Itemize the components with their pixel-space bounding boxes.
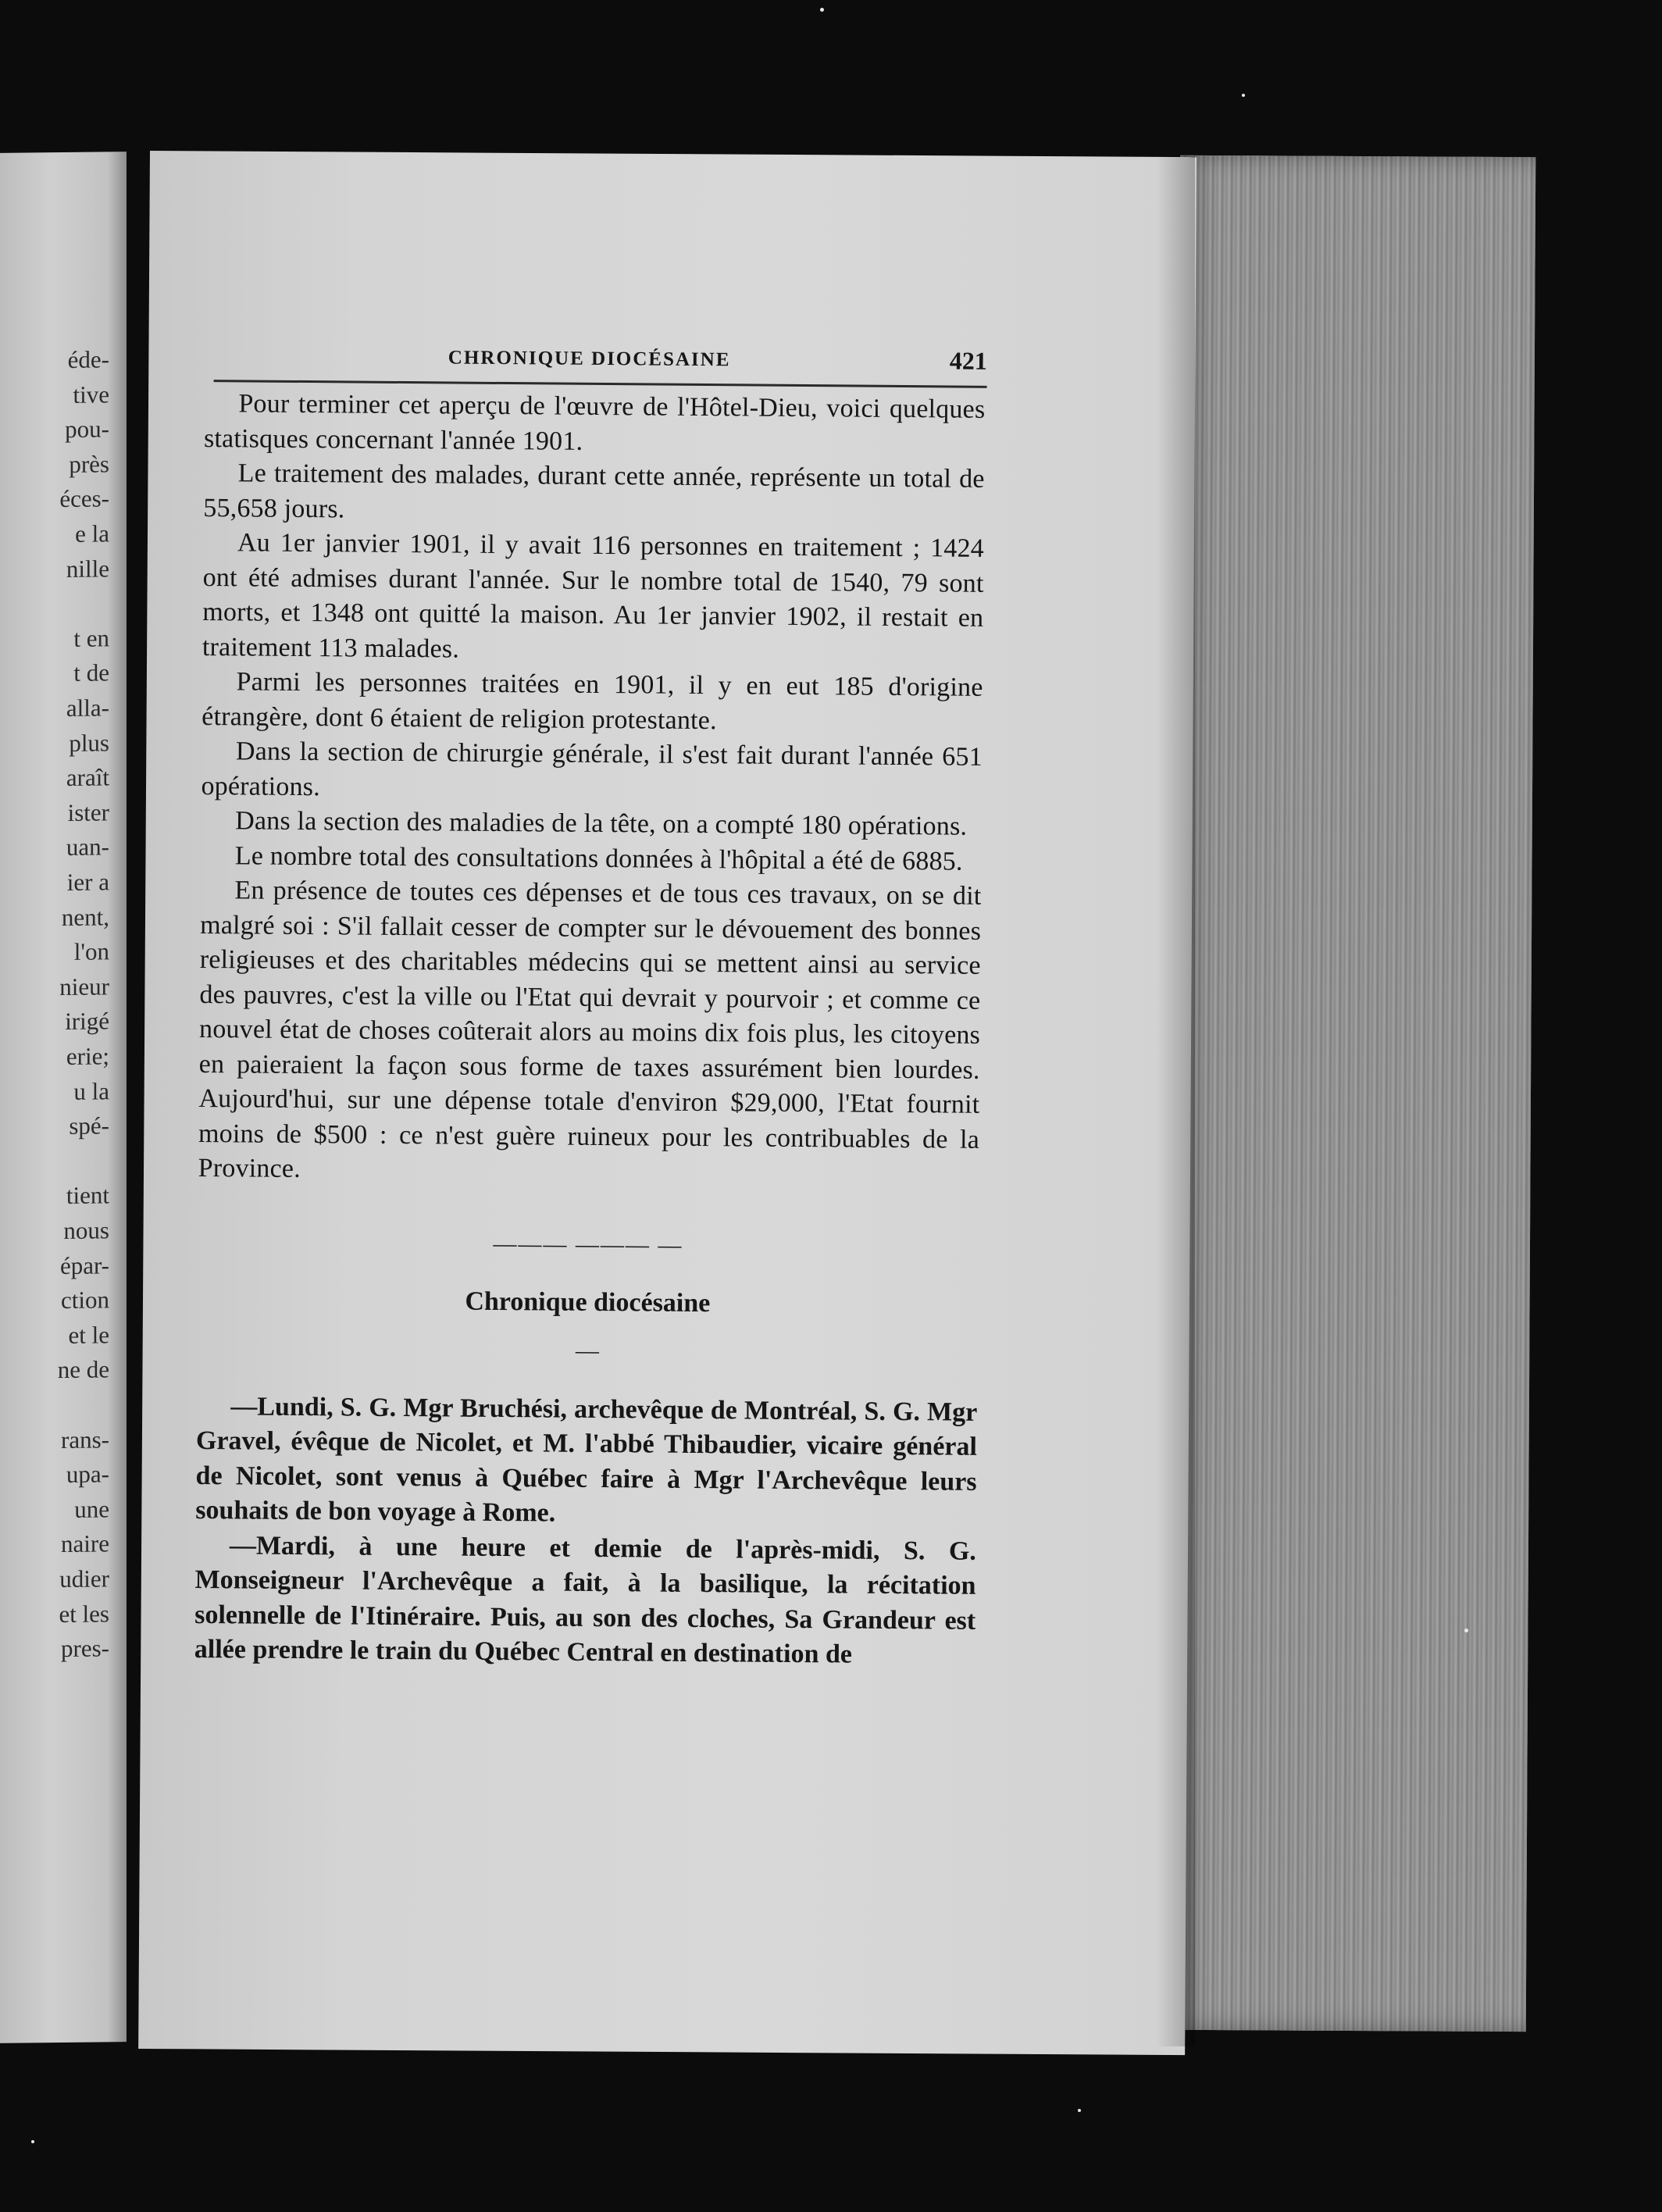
left-page-fragment: upa-	[66, 1460, 109, 1489]
left-page-fragment: près	[69, 450, 109, 478]
section-ornament: ——— ——— —	[493, 1230, 683, 1258]
left-page-fragment: araît	[66, 763, 109, 792]
left-page-fragment: plus	[69, 728, 109, 757]
chronique-text	[194, 1389, 978, 1673]
running-head-title: CHRONIQUE DIOCÉSAINE	[448, 347, 731, 371]
left-page-fragment: tient	[66, 1181, 109, 1210]
page-block-edges	[1171, 155, 1536, 2032]
left-page-fragment: éces-	[59, 484, 109, 513]
left-page-fragment: udier	[59, 1564, 109, 1593]
left-page-fragment: uan-	[66, 833, 109, 862]
left-page-fragment: épar-	[59, 1250, 109, 1279]
left-page-fragment: naire	[61, 1529, 109, 1558]
page-content	[194, 344, 986, 1673]
left-page-fragment: et les	[59, 1599, 109, 1628]
paragraph: Parmi les personnes traitées en 1901, il y en eut 185 d'origine étrangère, dont 6 étaient de religion protestante.	[202, 667, 983, 735]
chronique-paragraph: —Mardi, à une heure et demie de l'après-midi, S. G. Monseigneur l'Archevêque a fait, à la basilique, la récitation solennelle de l'Itinéraire. Puis, au son des cloches, Sa Grandeur est allée prendre le train du Québec Central en destination de	[194, 1530, 977, 1669]
left-page-fragment: éde-	[67, 345, 109, 373]
left-page-fragment: ier a	[66, 868, 109, 896]
left-facing-page	[0, 152, 127, 2043]
left-page-fragment: rans-	[61, 1425, 109, 1454]
page-number: 421	[949, 346, 988, 375]
left-page-fragment: tive	[73, 380, 109, 409]
left-page-fragment: alla-	[66, 694, 109, 722]
paragraph: Dans la section des maladies de la tête, on a compté 180 opérations.	[235, 806, 968, 841]
paragraph: Le nombre total des consultations données à l'hôpital a été de 6885.	[234, 840, 963, 876]
paragraph: Le traitement des malades, durant cette année, représente un total de 55,658 jours.	[203, 458, 985, 523]
section-title: Chronique diocésaine	[465, 1286, 711, 1318]
left-page-fragment: t en	[73, 624, 109, 652]
paragraph: Dans la section de chirurgie générale, il s'est fait durant l'année 651 opérations.	[201, 737, 983, 801]
paragraph: Pour terminer cet aperçu de l'œuvre de l'Hôtel-Dieu, voici quelques statisques concernant l'année 1901.	[203, 389, 986, 456]
left-page-fragment: et le	[68, 1321, 109, 1349]
left-page-fragment: ister	[67, 798, 109, 826]
paragraph: Au 1er janvier 1901, il y avait 116 personnes en traitement ; 1424 ont été admises durant l'année. Sur le nombre total de 1540, 79 sont morts, et 1348 ont quitté la maison. Au 1er janvier 1902, il restait en traitement 113 malades.	[202, 528, 985, 664]
left-page-fragment: une	[74, 1495, 109, 1523]
left-page-fragment: nous	[63, 1216, 109, 1244]
left-page-fragment: t de	[73, 658, 109, 687]
left-page-fragment: irigé	[65, 1007, 109, 1036]
section-separator: —	[575, 1337, 600, 1364]
left-page-fragment: nille	[66, 554, 109, 583]
left-page-fragment: e la	[75, 519, 109, 548]
chronique-paragraph: —Lundi, S. G. Mgr Bruchési, archevêque de Montréal, S. G. Mgr Gravel, évêque de Nicolet, et M. l'abbé Thibaudier, vicaire général de Nicolet, sont venus à Québec faire à Mgr l'Archevêque leurs souhaits de bon voyage à Rome.	[195, 1391, 978, 1528]
left-page-fragment: nieur	[59, 972, 109, 1001]
body-text	[198, 387, 986, 1192]
left-page-fragment: erie;	[66, 1042, 109, 1070]
paragraph: En présence de toutes ces dépenses et de tous ces travaux, on se dit malgré soi : S'il fallait cesser de compter sur le dévouement des bonnes religieuses et des charitables médecins qui se mettent ainsi au service des pauvres, c'est la ville ou l'Etat qui devrait y pourvoir ; et comme ce nouvel état de choses coûterait alors au moins dix fois plus, les citoyens en paieraient la façon sous forme de taxes assurément bien lourdes. Aujourd'hui, sur une dépense totale d'environ $29,000, l'Etat fournit moins de $500 : ce n'est guère ruineux pour les contribuables de la Province.	[198, 876, 982, 1183]
left-page-fragment: l'on	[73, 937, 109, 966]
page-edge-shadow	[1156, 156, 1195, 2046]
left-page-fragment: ction	[61, 1286, 109, 1315]
left-page-fragment: pres-	[61, 1634, 109, 1663]
left-page-fragment: spé-	[69, 1111, 109, 1140]
left-page-fragment: pou-	[65, 415, 109, 444]
left-page-fragment: nent,	[61, 902, 109, 931]
left-page-fragment: ne de	[57, 1355, 109, 1384]
left-page-fragment: u la	[73, 1076, 109, 1105]
running-head	[214, 344, 987, 388]
